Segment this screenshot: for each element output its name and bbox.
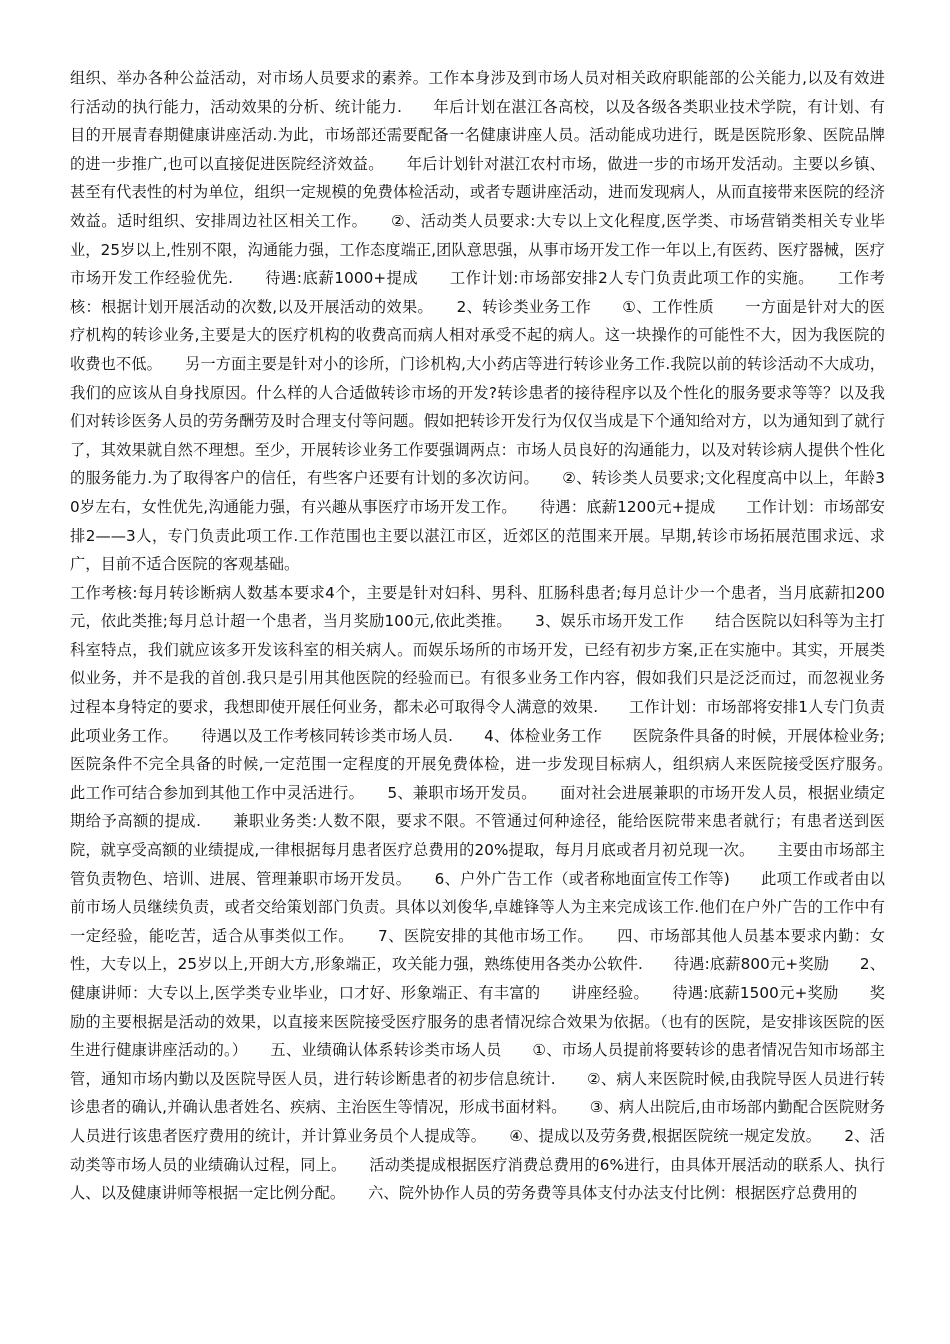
document-page: [70, 64, 916, 1208]
body-paragraph-1: 组织、举办各种公益活动，对市场人员要求的素养。工作本身涉及到市场人员对相关政府职能部的公关能力,以及有效进行活动的执行能力，活动效果的分析、统计能力. 年后计划在湛江各高校，以及各级各类职业技术学院，有计划、有目的开展青春期健康讲座活动.为此，市场部还需要配备一名健康讲座人员。活动能成功进行，既是医院形象、医院品牌的进一步推广,也可以直接促进医院经济效益。 年后计划针对湛江农村市场，做进一步的市场开发活动。主要以乡镇、甚至有代表性的村为单位，组织一定规模的免费体检活动，或者专题讲座活动，进而发现病人，从而直接带来医院的经济效益。适时组织、安排周边社区相关工作。 ②、活动类人员要求:大专以上文化程度,医学类、市场营销类相关专业毕业，25岁以上,性别不限，沟通能力强，工作态度端正,团队意思强，从事市场开发工作一年以上,有医药、医疗器械，医疗市场开发工作经验优先. 待遇:底薪1000+提成 工作计划:市场部安排2人专门负责此项工作的实施。 工作考核：根据计划开展活动的次数,以及开展活动的效果。 2、转诊类业务工作 ①、工作性质 一方面是针对大的医疗机构的转诊业务,主要是大的医疗机构的收费高而病人相对承受不起的病人。这一块操作的可能性不大，因为我医院的收费也不低。 另一方面主要是针对小的诊所，门诊机构,大小药店等进行转诊业务工作.我院以前的转诊活动不大成功，我们的应该从自身找原因。什么样的人合适做转诊市场的开发?转诊患者的接待程序以及个性化的服务要求等等？以及我们对转诊医务人员的劳务酬劳及时合理支付等问题。假如把转诊开发行为仅仅当成是下个通知给对方，以为通知到了就行了，其效果就自然不理想。至少，开展转诊业务工作要强调两点：市场人员良好的沟通能力，以及对转诊病人提供个性化的服务能力.为了取得客户的信任，有些客户还要有计划的多次访问。 ②、转诊类人员要求;文化程度高中以上，年龄30岁左右，女性优先,沟通能力强，有兴趣从事医疗市场开发工作。 待遇：底薪1200元+提成 工作计划：市场部安排2——3人，专门负责此项工作.工作范围也主要以湛江市区，近郊区的范围来开展。早期,转诊市场拓展范围求远、求广，目前不适合医院的客观基础。: [70, 69, 885, 574]
body-paragraph-2: 工作考核:每月转诊断病人数基本要求4个，主要是针对妇科、男科、肛肠科患者;每月总计少一个患者，当月底薪扣200元，依此类推;每月总计超一个患者，当月奖励100元,依此类推。 3、娱乐市场开发工作 结合医院以妇科等为主打科室特点，我们就应该多开发该科室的相关病人。而娱乐场所的市场开发，已经有初步方案,正在实施中。其实，开展类似业务，并不是我的首创.我只是引用其他医院的经验而已。有很多业务工作内容，假如我们只是泛泛而过，而忽视业务过程本身特定的要求，我想即使开展任何业务，都未必可取得令人满意的效果. 工作计划：市场部将安排1人专门负责此项业务工作。 待遇以及工作考核同转诊类市场人员. 4、体检业务工作 医院条件具备的时候，开展体检业务;医院条件不完全具备的时候,一定范围一定程度的开展免费体检，进一步发现目标病人，组织病人来医院接受医疗服务。 此工作可结合参加到其他工作中灵活进行。 5、兼职市场开发员。 面对社会进展兼职的市场开发人员，根据业绩定期给予高额的提成. 兼职业务类:人数不限，要求不限。不管通过何种途径，能给医院带来患者就行；有患者送到医院，就享受高额的业绩提成,一律根据每月患者医疗总费用的20%提取，每月月底或者月初兑现一次。 主要由市场部主管负责物色、培训、进展、管理兼职市场开发员。 6、户外广告工作（或者称地面宣传工作等) 此项工作或者由以前市场人员继续负责，或者交给策划部门负责。具体以刘俊华,卓雄锋等人为主来完成该工作.他们在户外广告的工作中有一定经验，能吃苦，适合从事类似工作。 7、医院安排的其他市场工作。 四、市场部其他人员基本要求内勤：女性，大专以上，25岁以上,开朗大方,形象端正，攻关能力强，熟练使用各类办公软件. 待遇:底薪800元+奖励 2、健康讲师：大专以上,医学类专业毕业，口才好、形象端正、有丰富的 讲座经验。 待遇:底薪1500元+奖励 奖励的主要根据是活动的效果，以直接来医院接受医疗服务的患者情况综合效果为依据。（也有的医院，是安排该医院的医生进行健康讲座活动的。） 五、业绩确认体系转诊类市场人员 ①、市场人员提前将要转诊的患者情况告知市场部主管，通知市场内勤以及医院导医人员，进行转诊断患者的初步信息统计. ②、病人来医院时候,由我院导医人员进行转诊患者的确认,并确认患者姓名、疾病、主治医生等情况，形成书面材料。 ③、病人出院后,由市场部内勤配合医院财务人员进行该患者医疗费用的统计，并计算业务员个人提成等。 ④、提成以及劳务费,根据医院统一规定发放。 2、活动类等市场人员的业绩确认过程，同上。 活动类提成根据医疗消费总费用的6%进行，由具体开展活动的联系人、执行人、以及健康讲师等根据一定比例分配。 六、院外协作人员的劳务费等具体支付办法支付比例：根据医疗总费用的: [70, 583, 916, 1203]
